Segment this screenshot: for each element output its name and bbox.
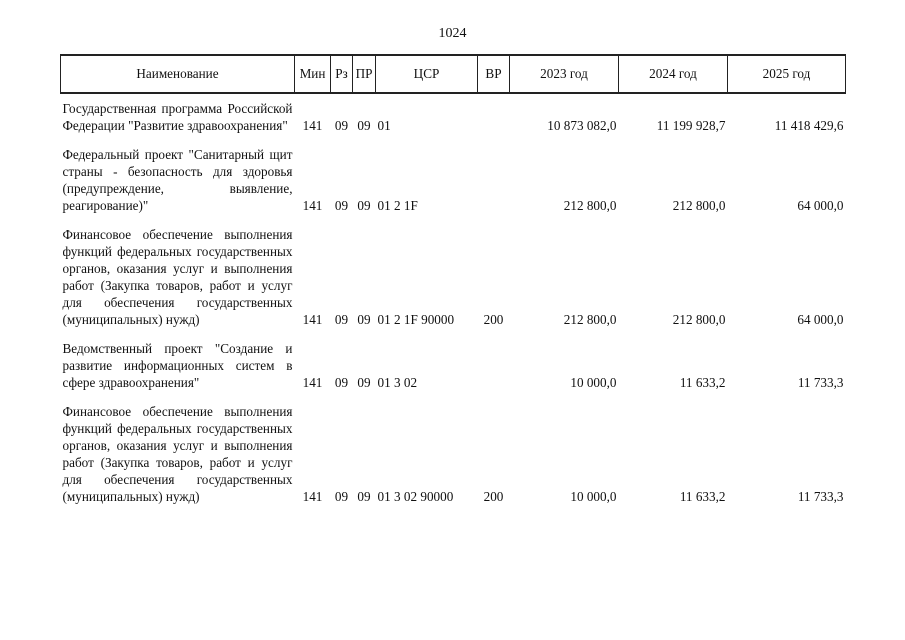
- header-rz: Рз: [331, 55, 353, 93]
- row-2023: 10 000,0: [570, 375, 617, 390]
- row-vr: [478, 334, 510, 397]
- row-2024: 11 633,2: [679, 489, 726, 504]
- row-rz: 09: [334, 198, 349, 213]
- row-min: 141: [302, 375, 323, 390]
- row-2024: 11 633,2: [679, 375, 726, 390]
- row-2024: 212 800,0: [672, 198, 726, 213]
- row-rz: 09: [334, 118, 349, 133]
- page-number: 1024: [438, 26, 467, 41]
- row-pr: 09: [357, 198, 371, 213]
- row-min: 141: [302, 489, 323, 504]
- header-vr: ВР: [478, 55, 510, 93]
- row-csr: 01 2 1F: [377, 198, 418, 213]
- row-vr: [478, 93, 510, 140]
- row-csr: 01 3 02: [377, 375, 418, 390]
- row-pr: 09: [357, 375, 371, 390]
- table-row: [61, 140, 846, 220]
- budget-table: [60, 54, 846, 511]
- row-csr: 01: [377, 118, 391, 133]
- row-name: Федеральный проект "Санитарный щит страны - безопасность для здоровья (предупреждение, выявление, реагирование)": [62, 147, 293, 213]
- row-rz: 09: [334, 375, 349, 390]
- header-min: Мин: [295, 55, 331, 93]
- table-row: [61, 334, 846, 397]
- header-pr: ПР: [353, 55, 376, 93]
- row-2023: 212 800,0: [563, 198, 617, 213]
- row-vr: [478, 140, 510, 220]
- row-pr: 09: [357, 312, 371, 327]
- row-2025: 11 733,3: [797, 375, 844, 390]
- row-name: Финансовое обеспечение выполнения функций федеральных государственных органов, оказания услуг и выполнения работ (Закупка товаров, работ и услуг для обеспечения государственных (муниципальных) нужд): [62, 227, 293, 327]
- row-2024: 11 199 928,7: [656, 118, 726, 133]
- row-vr: 200: [483, 489, 504, 504]
- row-csr: 01 2 1F 90000: [377, 312, 455, 327]
- row-min: 141: [302, 118, 323, 133]
- header-row: [61, 55, 846, 93]
- table-row: [61, 220, 846, 334]
- row-min: 141: [302, 312, 323, 327]
- row-2025: 11 733,3: [797, 489, 844, 504]
- row-rz: 09: [334, 489, 349, 504]
- row-2024: 212 800,0: [672, 312, 726, 327]
- row-2023: 10 000,0: [570, 489, 617, 504]
- row-min: 141: [302, 198, 323, 213]
- header-2025: 2025 год: [728, 55, 846, 93]
- header-2023: 2023 год: [510, 55, 619, 93]
- row-name: Финансовое обеспечение выполнения функций федеральных государственных органов, оказания услуг и выполнения работ (Закупка товаров, работ и услуг для обеспечения государственных (муниципальных) нужд): [62, 404, 293, 504]
- header-2024: 2024 год: [619, 55, 728, 93]
- row-2023: 212 800,0: [563, 312, 617, 327]
- row-name: Государственная программа Российской Федерации "Развитие здравоохранения": [62, 101, 293, 133]
- header-name: Наименование: [61, 55, 295, 93]
- row-csr: 01 3 02 90000: [377, 489, 454, 504]
- row-name: Ведомственный проект "Создание и развитие информационных систем в сфере здравоохранения": [62, 341, 293, 390]
- row-pr: 09: [357, 489, 371, 504]
- row-pr: 09: [357, 118, 371, 133]
- table-row: [61, 397, 846, 511]
- table-row: [61, 93, 846, 140]
- row-2023: 10 873 082,0: [547, 118, 617, 133]
- row-2025: 64 000,0: [797, 198, 844, 213]
- row-vr: 200: [483, 312, 504, 327]
- header-csr: ЦСР: [376, 55, 478, 93]
- row-2025: 11 418 429,6: [774, 118, 844, 133]
- row-rz: 09: [334, 312, 349, 327]
- row-2025: 64 000,0: [797, 312, 844, 327]
